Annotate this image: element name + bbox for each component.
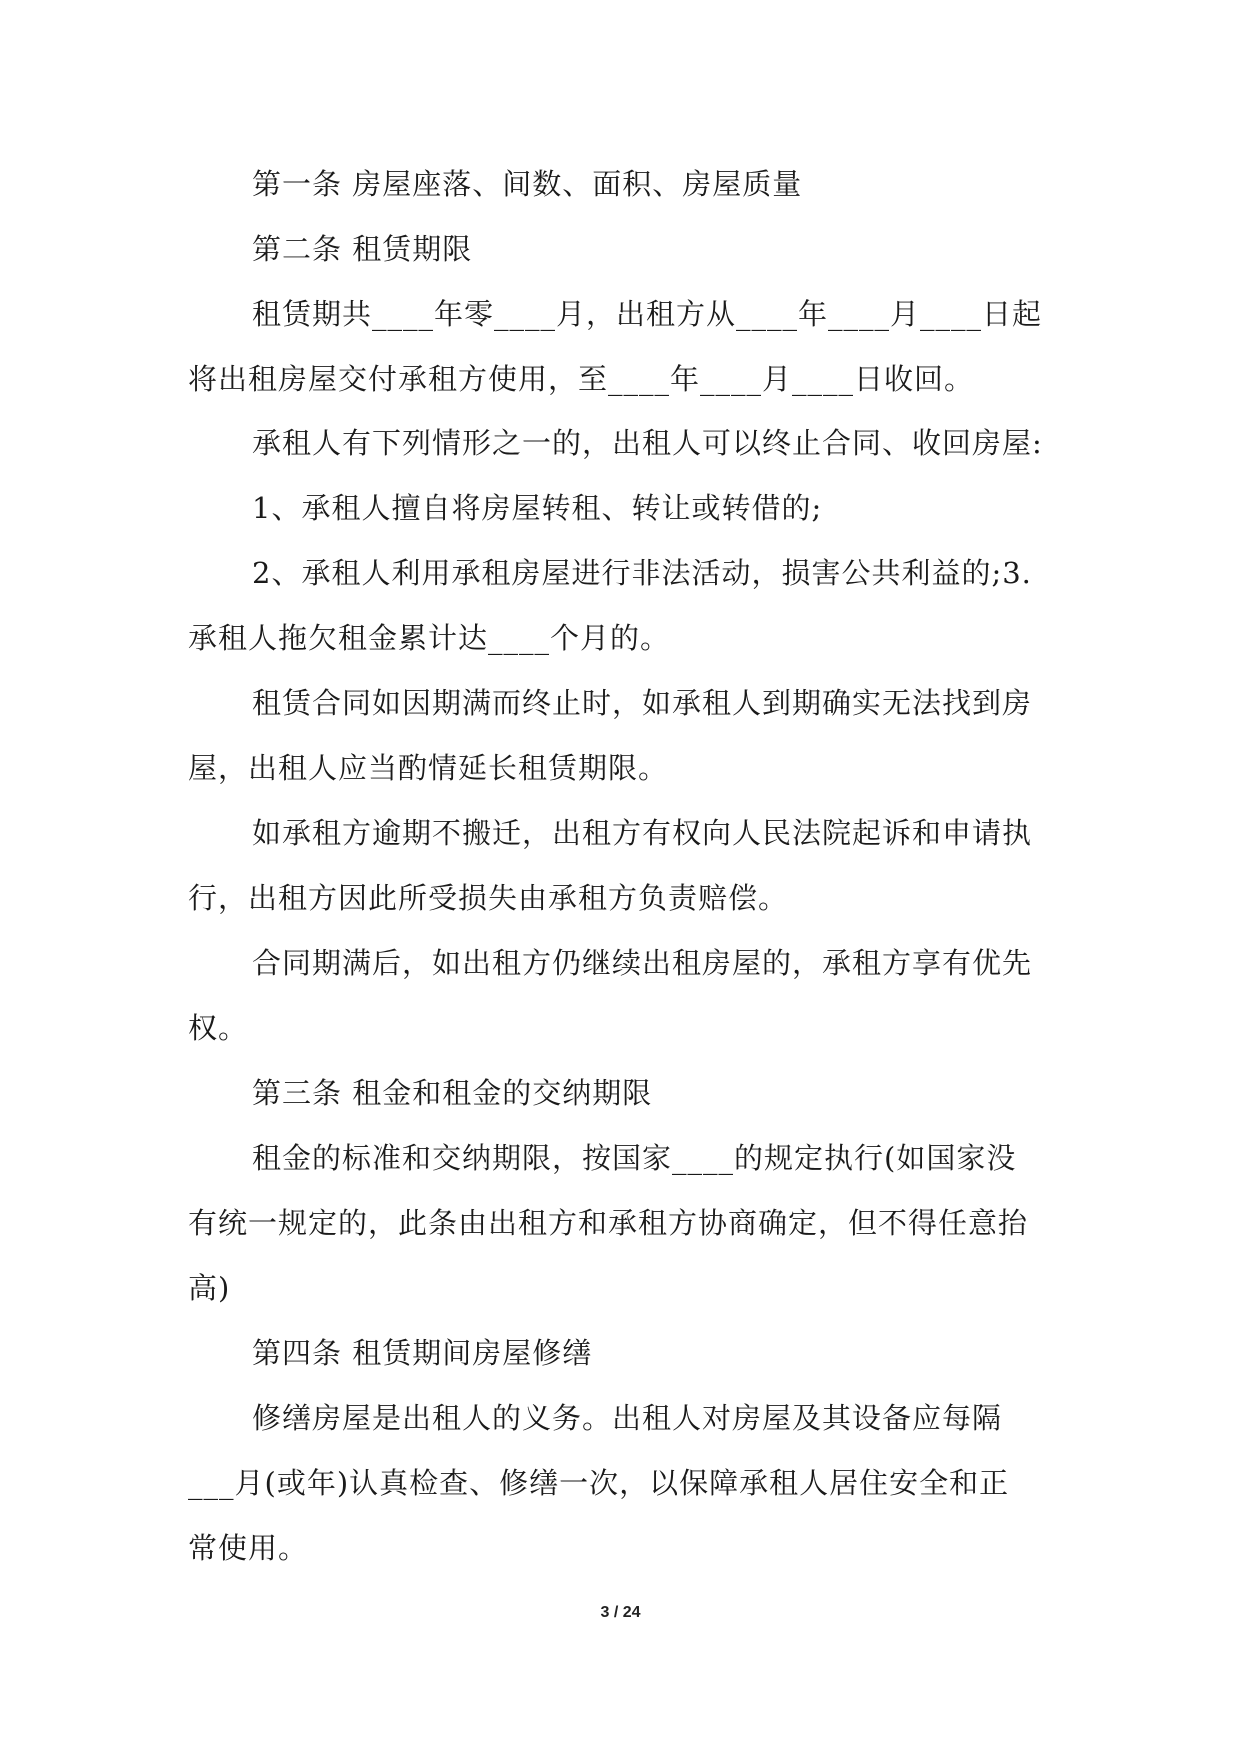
paragraph-line: 修缮房屋是出租人的义务。出租人对房屋及其设备应每隔	[252, 1401, 1003, 1435]
article-3-heading: 第三条 租金和租金的交纳期限	[252, 1076, 653, 1110]
paragraph-line: 租赁期共____年零____月，出租方从____年____月____日起	[252, 297, 1043, 331]
article-1-heading: 第一条 房屋座落、间数、面积、房屋质量	[252, 167, 803, 201]
article-4-heading: 第四条 租赁期间房屋修缮	[252, 1336, 593, 1370]
paragraph-line: 租赁合同如因期满而终止时，如承租人到期确实无法找到房	[252, 686, 1033, 720]
paragraph-line: 合同期满后，如出租方仍继续出租房屋的，承租方享有优先	[252, 946, 1033, 980]
list-item: 2、承租人利用承租房屋进行非法活动，损害公共利益的;3.	[252, 556, 1032, 590]
paragraph-line: 高)	[188, 1271, 231, 1305]
paragraph-line: 屋，出租人应当酌情延长租赁期限。	[188, 751, 669, 785]
paragraph-line: 权。	[188, 1011, 249, 1045]
article-2-heading: 第二条 租赁期限	[252, 232, 473, 266]
page-number: 3 / 24	[600, 1604, 641, 1621]
paragraph-line: 承租人有下列情形之一的，出租人可以终止合同、收回房屋:	[252, 426, 1043, 460]
paragraph-line: 如承租方逾期不搬迁，出租方有权向人民法院起诉和申请执	[252, 816, 1033, 850]
list-item: 1、承租人擅自将房屋转租、转让或转借的;	[252, 491, 823, 525]
paragraph-line: 行，出租方因此所受损失由承租方负责赔偿。	[188, 881, 789, 915]
paragraph-line: ___月(或年)认真检查、修缮一次，以保障承租人居住安全和正	[188, 1466, 1010, 1500]
paragraph-line: 常使用。	[188, 1531, 309, 1565]
paragraph-line: 将出租房屋交付承租方使用，至____年____月____日收回。	[188, 362, 975, 396]
paragraph-line: 租金的标准和交纳期限，按国家____的规定执行(如国家没	[252, 1141, 1017, 1175]
paragraph-line: 有统一规定的，此条由出租方和承租方协商确定，但不得任意抬	[188, 1206, 1029, 1240]
paragraph-line: 承租人拖欠租金累计达____个月的。	[188, 621, 671, 655]
